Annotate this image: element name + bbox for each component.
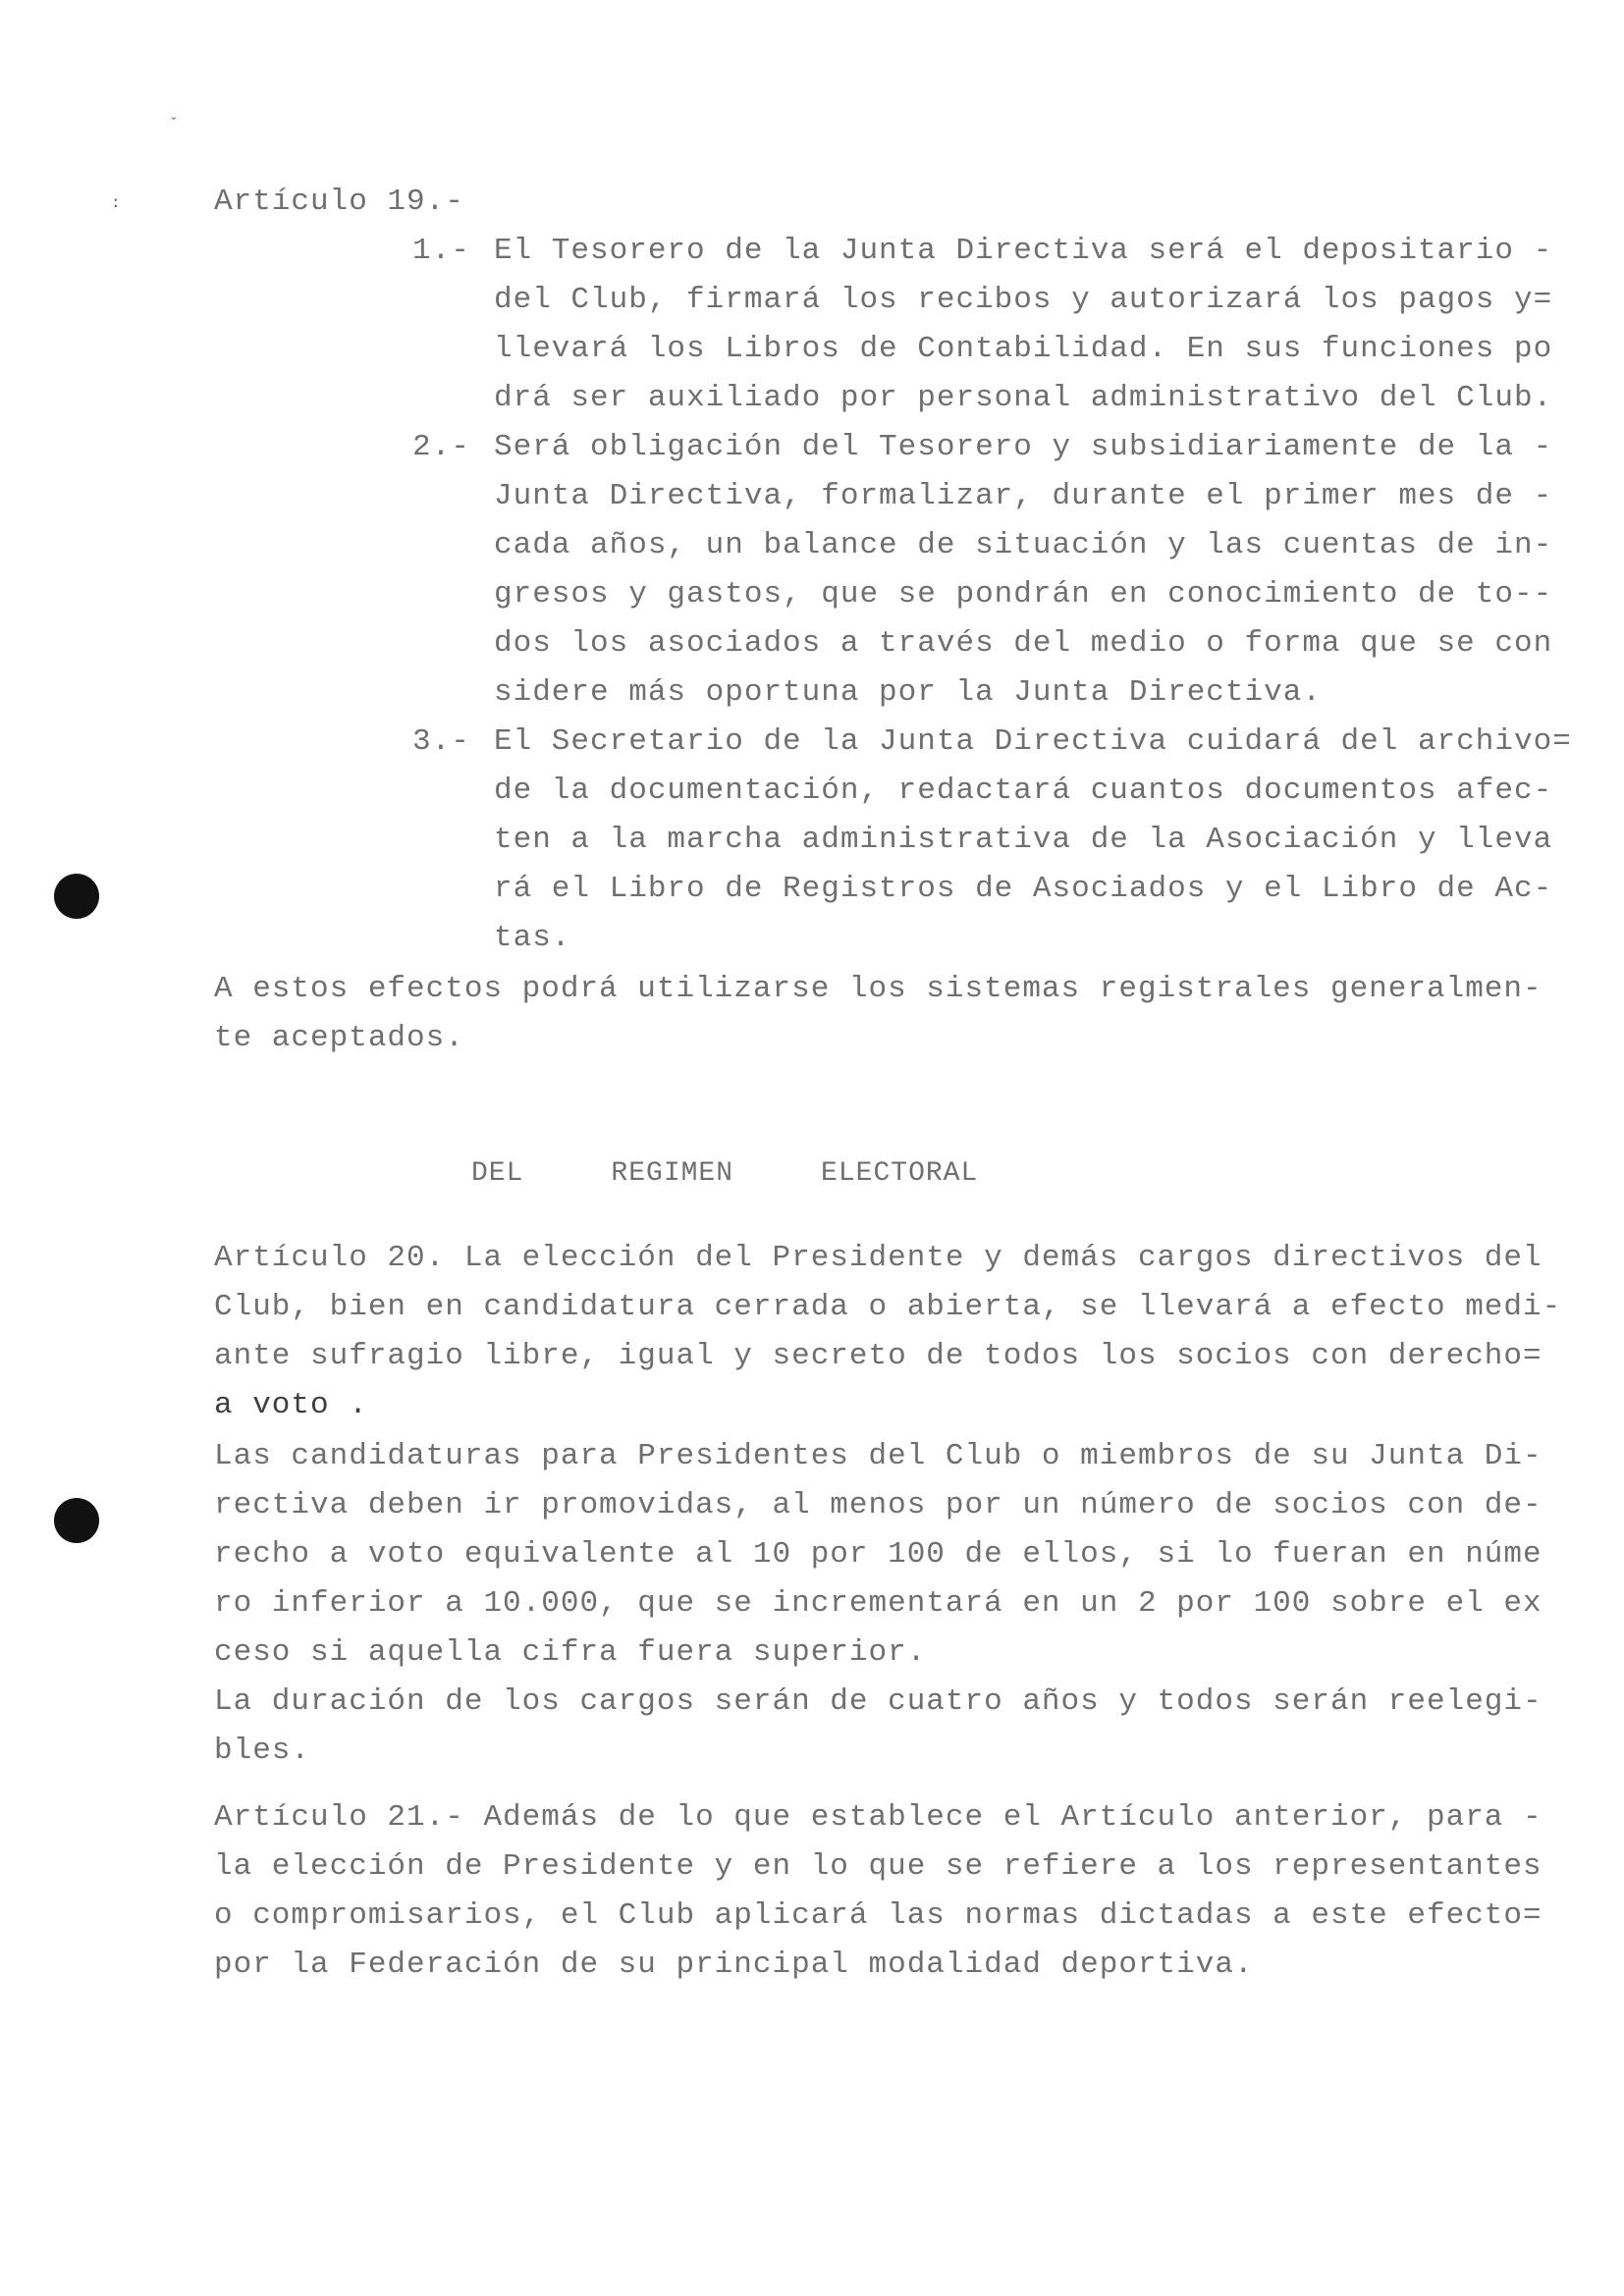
item-line: El Tesorero de la Junta Directiva será el depositario - — [494, 234, 1553, 268]
item-line: ten a la marcha administrativa de la Asociación y lleva — [494, 823, 1553, 857]
item-line: Junta Directiva, formalizar, durante el primer mes de - — [494, 479, 1553, 513]
paragraph-line: La duración de los cargos serán de cuatro años y todos serán reelegi- — [214, 1684, 1543, 1719]
item-line: cada años, un balance de situación y las cuentas de in- — [494, 528, 1553, 562]
paragraph-line: o compromisarios, el Club aplicará las normas dictadas a este efecto= — [214, 1898, 1543, 1933]
paragraph-line: te aceptados. — [214, 1021, 464, 1055]
item-number: 2.- — [412, 430, 470, 464]
item-line: rá el Libro de Registros de Asociados y el Libro de Ac- — [494, 872, 1553, 906]
item-line: El Secretario de la Junta Directiva cuidará del archivo= — [494, 724, 1572, 759]
paragraph-line: Club, bien en candidatura cerrada o abierta, se llevará a efecto medi- — [214, 1290, 1562, 1324]
item-line: Será obligación del Tesorero y subsidiariamente de la - — [494, 430, 1553, 464]
item-line: gresos y gastos, que se pondrán en conocimiento de to-- — [494, 577, 1553, 612]
paragraph-line: bles. — [214, 1734, 311, 1768]
ink-speck: : — [111, 194, 122, 212]
punch-hole — [54, 874, 99, 919]
item-number: 1.- — [412, 234, 470, 268]
paragraph-line: Artículo 20. La elección del Presidente y demás cargos directivos del — [214, 1241, 1543, 1275]
section-title: DEL REGIMEN ELECTORAL — [471, 1158, 979, 1189]
ink-speck: ˇ — [169, 116, 180, 133]
paragraph-line: rectiva deben ir promovidas, al menos por un número de socios con de- — [214, 1488, 1543, 1522]
paragraph-line: ro inferior a 10.000, que se incrementará en un 2 por 100 sobre el ex — [214, 1586, 1543, 1621]
item-line: sidere más oportuna por la Junta Directiva. — [494, 675, 1322, 710]
punch-hole — [54, 1498, 99, 1543]
item-number: 3.- — [412, 724, 470, 759]
paragraph-line: ante sufragio libre, igual y secreto de todos los socios con derecho= — [214, 1339, 1543, 1373]
paragraph-line: recho a voto equivalente al 10 por 100 de ellos, si lo fueran en núme — [214, 1537, 1543, 1572]
paragraph-line: la elección de Presidente y en lo que se refiere a los representantes — [214, 1849, 1543, 1884]
paragraph-line: a voto . — [214, 1388, 368, 1422]
paragraph-line: A estos efectos podrá utilizarse los sistemas registrales generalmen- — [214, 972, 1543, 1006]
item-line: de la documentación, redactará cuantos documentos afec- — [494, 774, 1553, 808]
paragraph-line: Las candidaturas para Presidentes del Club o miembros de su Junta Di- — [214, 1439, 1543, 1473]
item-line: llevará los Libros de Contabilidad. En sus funciones po — [494, 332, 1553, 366]
article-19-heading: Artículo 19.- — [214, 185, 464, 219]
paragraph-line: ceso si aquella cifra fuera superior. — [214, 1635, 927, 1670]
item-line: tas. — [494, 921, 571, 955]
paragraph-line: por la Federación de su principal modalidad deportiva. — [214, 1948, 1254, 1982]
item-line: dos los asociados a través del medio o forma que se con — [494, 626, 1553, 661]
item-line: drá ser auxiliado por personal administrativo del Club. — [494, 381, 1553, 415]
item-line: del Club, firmará los recibos y autorizará los pagos y= — [494, 283, 1553, 317]
paragraph-line: Artículo 21.- Además de lo que establece el Artículo anterior, para - — [214, 1800, 1543, 1835]
